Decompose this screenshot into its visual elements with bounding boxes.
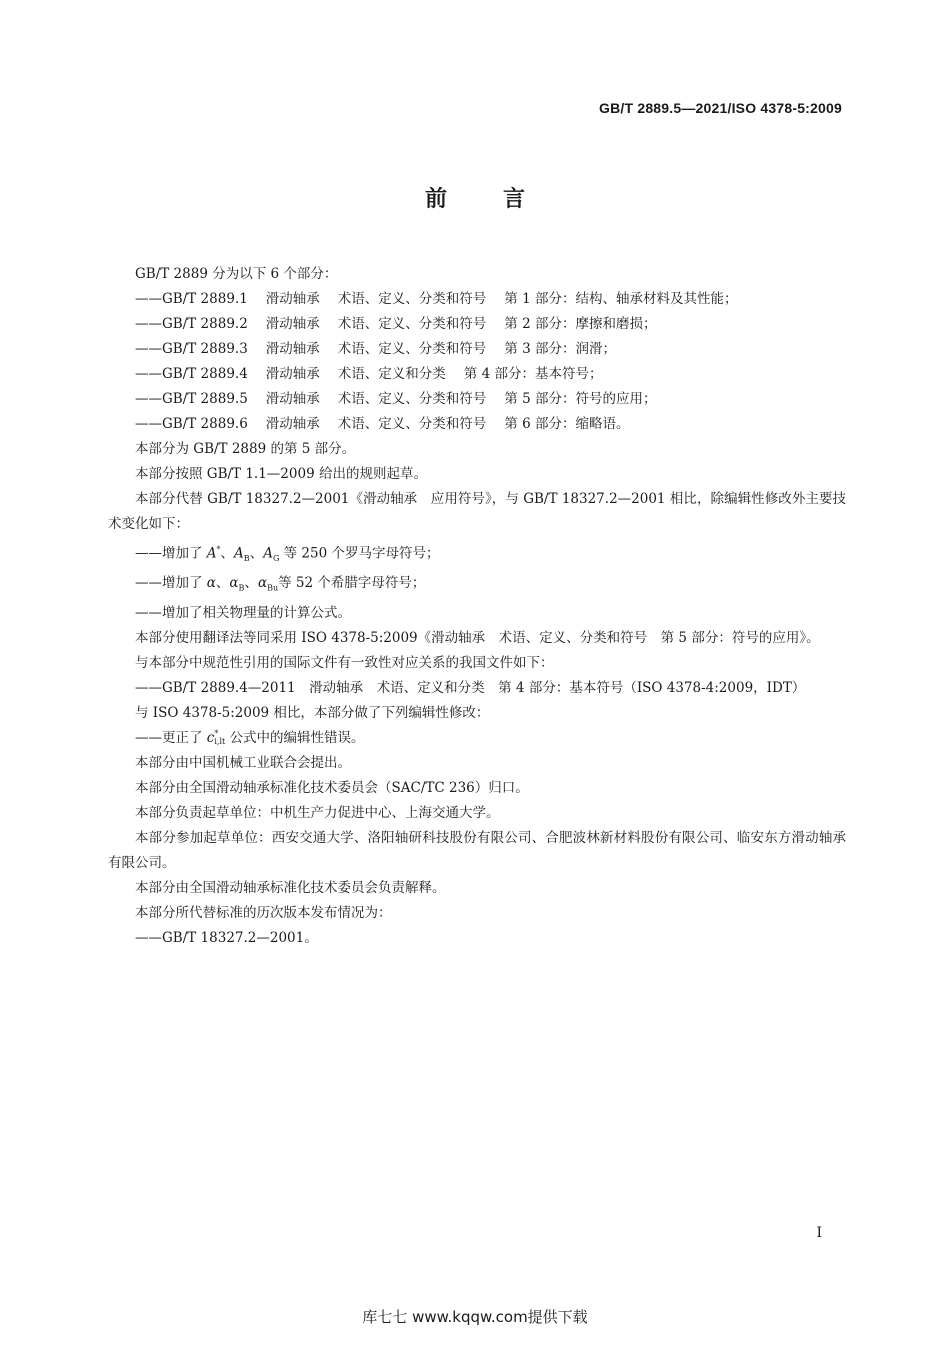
propose-paragraph: 本部分由中国机械工业联合会提出。	[135, 754, 351, 771]
footer-watermark: 库七七 www.kqqw.com提供下载	[362, 1308, 588, 1326]
page-number: I	[816, 1225, 822, 1241]
rules-paragraph: 本部分按照 GB/T 1.1—2009 给出的规则起草。	[135, 466, 427, 482]
history-item: ——GB/T 18327.2—2001。	[135, 929, 318, 946]
history-paragraph: 本部分所代替标准的历次版本发布情况为：	[135, 904, 392, 921]
list-item: ——GB/T 2889.1 滑动轴承 术语、定义、分类和符号 第 1 部分：结构、轴承材料及其性能；	[135, 291, 738, 307]
part-paragraph: 本部分为 GB/T 2889 的第 5 部分。	[135, 441, 356, 457]
list-item: ——GB/T 2889.3 滑动轴承 术语、定义、分类和符号 第 3 部分：润滑；	[135, 341, 616, 357]
change-item-formulas: ——增加了相关物理量的计算公式。	[135, 604, 351, 621]
edit-paragraph: 与 ISO 4378-5:2009 相比，本部分做了下列编辑性修改：	[135, 704, 490, 721]
drafter-paragraph: 本部分负责起草单位：中机生产力促进中心、上海交通大学。	[135, 804, 500, 821]
list-item: ——GB/T 2889.5 滑动轴承 术语、定义、分类和符号 第 5 部分：符号的应用；	[135, 391, 657, 407]
change-item-greek: ——增加了 α、$\alpha_B$、$\alpha_{Bu}$等 52 个希腊字母符号；	[135, 575, 426, 593]
edit-item: ——更正了 c * i,lt 公式中的编辑性错误。	[135, 729, 365, 747]
intl-paragraph: 与本部分中规范性引用的国际文件有一致性对应关系的我国文件如下：	[135, 654, 554, 671]
document-body	[108, 262, 846, 951]
parts-list	[108, 287, 846, 437]
list-item: ——GB/T 2889.6 滑动轴承 术语、定义、分类和符号 第 6 部分：缩略语。	[135, 416, 630, 432]
translate-paragraph: 本部分使用翻译法等同采用 ISO 4378-5:2009《滑动轴承 术语、定义、分类和符号 第 5 部分：符号的应用》。	[135, 629, 820, 646]
list-item: ——GB/T 2889.4 滑动轴承 术语、定义和分类 第 4 部分：基本符号；	[135, 366, 603, 382]
interpret-paragraph: 本部分由全国滑动轴承标准化技术委员会负责解释。	[135, 879, 446, 896]
change-item-roman: ——增加了 A*、$A_B$、$A_G$ 等 250 个罗马字母符号；	[135, 545, 440, 564]
centralized-paragraph: 本部分由全国滑动轴承标准化技术委员会（SAC/TC 236）归口。	[135, 779, 529, 796]
page-title: 前言	[424, 187, 581, 212]
intro-paragraph: GB/T 2889 分为以下 6 个部分：	[135, 266, 338, 282]
standard-code-header: GB/T 2889.5—2021/ISO 4378-5:2009	[599, 100, 842, 116]
list-item: ——GB/T 2889.2 滑动轴承 术语、定义、分类和符号 第 2 部分：摩擦和磨损；	[135, 316, 657, 332]
replace-paragraph: 本部分代替 GB/T 18327.2—2001《滑动轴承 应用符号》，与 GB/T 18327.2—2001 相比，除编辑性修改外主要技术变化如下：	[108, 491, 846, 532]
participants-paragraph: 本部分参加起草单位：西安交通大学、洛阳轴研科技股份有限公司、合肥波林新材料股份有限公司、临安东方滑动轴承有限公司。	[108, 829, 846, 871]
intl-reference-item: ——GB/T 2889.4—2011 滑动轴承 术语、定义和分类 第 4 部分：基本符号（ISO 4378-4:2009，IDT）	[135, 679, 806, 696]
